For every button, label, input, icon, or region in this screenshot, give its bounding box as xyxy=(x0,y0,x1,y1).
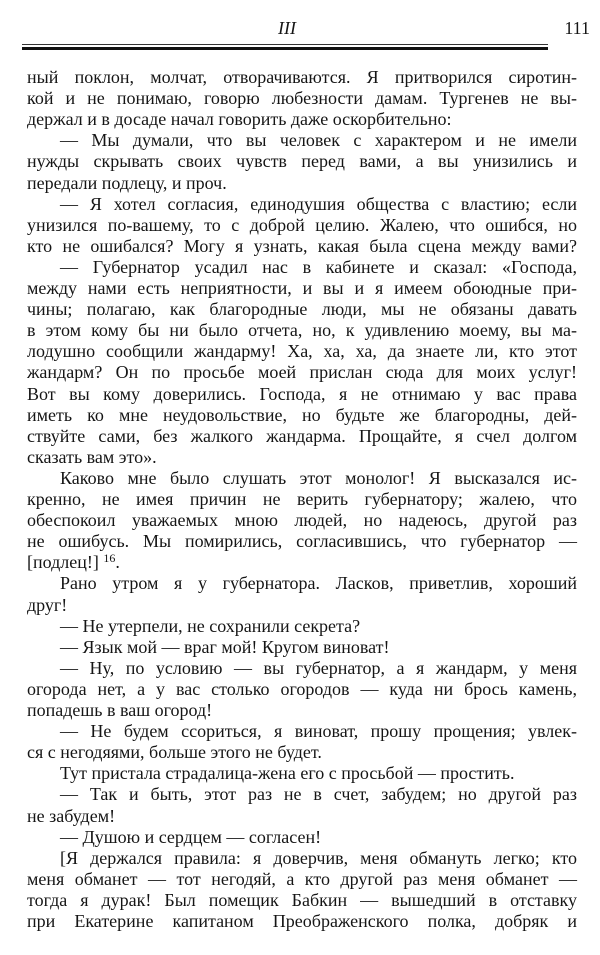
text-line xyxy=(27,236,577,257)
text-line-content: — Так и быть, этот раз не в счет, забудем; но другой раз xyxy=(60,784,577,805)
text-line xyxy=(27,384,577,405)
text-line xyxy=(27,595,577,616)
text-line-content: — Я хотел согласия, единодушия общества с властию; если xyxy=(60,193,577,214)
text-line xyxy=(27,67,577,88)
header-rule-thick xyxy=(22,47,548,50)
text-line xyxy=(27,278,577,299)
page-number: 111 xyxy=(564,18,590,38)
text-line-content: — Язык мой — враг мой! Кругом виноват! xyxy=(60,636,390,657)
text-line xyxy=(27,299,577,320)
text-line-content: [Я держался правила: я доверчив, меня обмануть легко; кто xyxy=(60,847,577,868)
text-line-content: друг! xyxy=(27,594,68,615)
text-line xyxy=(27,320,577,341)
text-line-content: кой и не понимаю, говорю любезности дамам. Тургенев не вы- xyxy=(27,88,577,109)
text-line-content: Тут пристала страдалица-жена его с просьбой — простить. xyxy=(60,763,515,784)
text-line xyxy=(27,700,577,721)
text-line xyxy=(60,194,577,215)
text-line-content: Каково мне было слушать этот монолог! Я высказался ис- xyxy=(60,467,577,488)
text-line xyxy=(60,130,577,151)
text-line: [подлец!] $^{16}$. xyxy=(27,551,120,573)
text-line xyxy=(27,869,577,890)
text-line-content: кто не ошибался? Могу я узнать, какая была сцена между вами? xyxy=(27,235,577,256)
text-line-content: ный поклон, молчат, отворачиваются. Я притворился сиротин- xyxy=(27,67,577,87)
text-line xyxy=(27,911,577,932)
text-line xyxy=(60,468,577,489)
text-line-content: чины; полагаю, как благородные люди, мы не обязаны давать xyxy=(27,299,577,320)
text-line xyxy=(60,637,577,658)
text-line xyxy=(60,721,577,742)
text-line-content: Рано утром я у губернатора. Ласков, приветлив, хороший xyxy=(60,573,577,594)
text-line-content: — Мы думали, что вы человек с характером и не имели xyxy=(60,130,577,151)
text-line-content: лодушно сообщили жандарму! Ха, ха, ха, да знаете ли, кто этот xyxy=(27,341,577,362)
text-line-content: обеспокоил уважаемых мною людей, но надеюсь, другой раз xyxy=(27,510,577,531)
text-line xyxy=(27,109,577,130)
text-line-content: — Не утерпели, не сохранили секрета? xyxy=(60,615,361,636)
text-line-content: иметь ко мне неудовольствие, но будьте же благородны, дей- xyxy=(27,404,577,425)
text-line xyxy=(27,489,577,510)
text-line xyxy=(60,827,577,848)
text-line-content: Вот вы кому доверились. Господа, я не отнимаю у вас права xyxy=(27,383,577,404)
footnote-reference: 16 xyxy=(103,551,116,566)
text-line-content: — Душою и сердцем — согласен! xyxy=(60,826,322,847)
text-line xyxy=(60,848,577,869)
text-line-content: сказать вам это». xyxy=(27,446,157,467)
text-line xyxy=(27,890,577,911)
text-line xyxy=(27,173,577,194)
text-line xyxy=(27,510,577,531)
text-line-content: меня обманет — тот негодяй, а кто другой раз меня обманет — xyxy=(27,868,577,889)
text-line xyxy=(27,531,577,552)
text-line xyxy=(60,573,577,594)
text-line xyxy=(27,88,577,109)
text-line xyxy=(27,806,577,827)
text-line-content: не забудем! xyxy=(27,805,116,826)
text-line xyxy=(27,341,577,362)
text-line-content: кренно, не имея причин не верить губернатору; жалею, что xyxy=(27,489,577,509)
text-line-content: жандарм? Он по просьбе моей прислан сюда для моих услуг! xyxy=(27,362,577,383)
text-line xyxy=(27,215,577,236)
text-line-content: унизился по-вашему, то с доброй целию. Жалею, что ошибся, но xyxy=(27,214,577,235)
text-line-content: тогда я дурак! Был помещик Бабкин — вышедший в отставку xyxy=(27,889,577,910)
text-line-content: не ошибусь. Мы помирились, согласившись, что губернатор — xyxy=(27,531,577,552)
text-line-content: держал и в досаде начал говорить даже оскорбительно: xyxy=(27,109,452,130)
text-line-content: — Не будем ссориться, я виноват, прошу прощения; увлек- xyxy=(60,721,577,742)
text-line xyxy=(60,784,577,805)
text-line xyxy=(27,151,577,172)
text-line-content: в этом кому бы ни было отчета, но, к удивлению моему, вы ма- xyxy=(27,320,577,341)
text-line xyxy=(27,426,577,447)
text-line-content: [подлец!] xyxy=(27,552,104,573)
text-line-content: попадешь в ваш огород! xyxy=(27,700,213,720)
text-line xyxy=(27,742,577,763)
text-line-content: нужды скрывать своих чувств перед вами, а вы унизились и xyxy=(27,151,577,172)
text-line-content: — Губернатор усадил нас в кабинете и сказал: «Господа, xyxy=(60,256,577,277)
header-rule-thin xyxy=(22,44,548,45)
text-line xyxy=(27,679,577,700)
text-line-content: — Ну, по условию — вы губернатор, а я жандарм, у меня xyxy=(60,657,577,678)
text-line-content: передали подлецу, и проч. xyxy=(27,172,227,193)
text-line-content: ствуйте сами, без жалкого жандарма. Прощайте, я счел долгом xyxy=(27,425,577,446)
section-number: III xyxy=(278,18,296,38)
text-line-content: ся с негодяями, больше этого не будет. xyxy=(27,742,322,763)
text-line xyxy=(60,616,577,637)
text-line-content: огорода нет, а у вас столько огородов — куда ни брось камень, xyxy=(27,678,577,699)
text-line-content: между нами есть неприятности, и вы и я имеем обоюдные при- xyxy=(27,278,577,298)
text-line xyxy=(60,658,577,679)
text-line xyxy=(60,763,577,784)
text-line xyxy=(27,362,577,383)
text-line xyxy=(60,257,577,278)
text-line xyxy=(27,405,577,426)
text-line xyxy=(27,447,577,468)
text-line-content: при Екатерине капитаном Преображенского полка, добряк и xyxy=(27,911,577,931)
